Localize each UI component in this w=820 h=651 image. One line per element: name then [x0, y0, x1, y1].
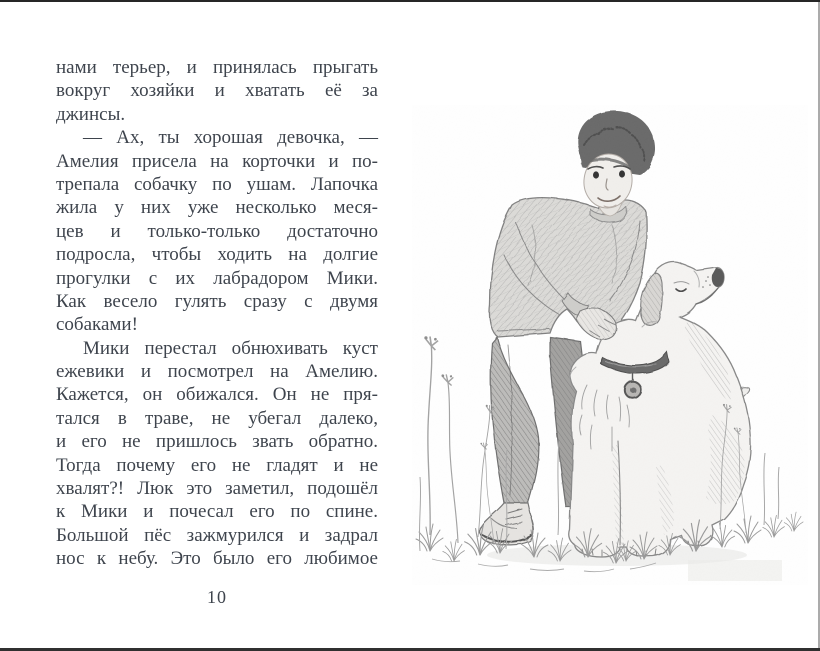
text-line: прогулки с их лабрадором Мики. [56, 267, 378, 289]
text-line: к Мики и почесал его по спине. [56, 501, 378, 523]
text-line: собаками! [56, 314, 138, 336]
text-line: джинсы. [56, 103, 126, 125]
text-line: — Ах, ты хорошая девочка, — [83, 127, 378, 149]
text-line: Мики перестал обнюхивать куст [83, 337, 378, 359]
text-line: цев и только-только достаточно [56, 220, 378, 242]
text-line: хвалят?! Люк это заметил, подошёл [56, 478, 378, 500]
text-line: вокруг хозяйки и хватать её за [56, 80, 378, 102]
text-line: нами терьер, и принялась прыгать [56, 57, 378, 78]
page-number: 10 [207, 587, 227, 607]
illustration-boy-petting-dog [412, 105, 808, 585]
text-line: Кажется, он обижался. Он не пря- [56, 384, 378, 406]
left-page-text [56, 56, 378, 571]
text-line: ежевики и посмотрел на Амелию. [56, 361, 378, 383]
text-line: и его не пришлось звать обратно. [56, 431, 378, 453]
text-line: трепала собачку по ушам. Лапочка [56, 173, 378, 195]
window-frame-top [0, 0, 820, 2]
text-line: жила у них уже несколько меся- [56, 197, 378, 219]
text-line: Амелия присела на корточки и по- [56, 150, 378, 172]
text-line: Как весело гулять сразу с двумя [56, 290, 378, 312]
text-line: подросла, чтобы ходить на долгие [56, 244, 378, 266]
text-line: тался в траве, не убегал далеко, [56, 407, 378, 429]
pencil-grain-overlay [412, 105, 808, 585]
text-line: Тогда почему его не гладят и не [56, 454, 378, 476]
text-line: нос к небу. Это было его любимое [56, 548, 378, 570]
text-line: Большой пёс зажмурился и задрал [56, 524, 378, 546]
